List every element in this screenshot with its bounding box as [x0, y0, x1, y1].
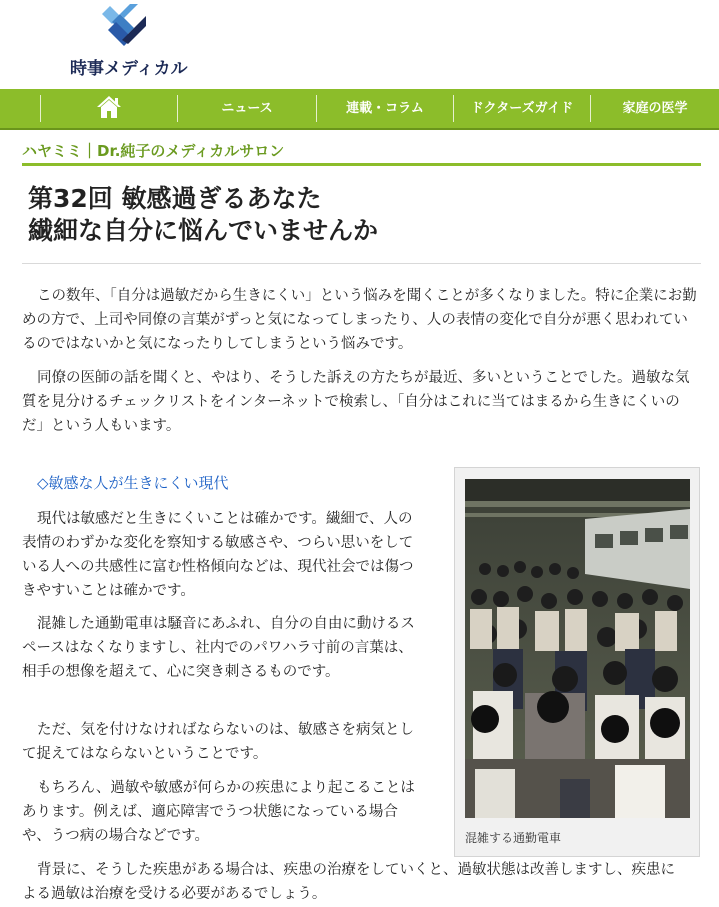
article-paragraph: ただ、気を付けなければならないのは、敏感さを病気として捉えてはならないということです。	[22, 722, 414, 762]
nav-news[interactable]: ニュース	[221, 101, 273, 116]
title-divider	[22, 263, 701, 264]
jiji-logo-icon[interactable]	[100, 4, 148, 52]
logo-text[interactable]: 時事メディカル	[70, 59, 188, 79]
title-line-1: 第32回 敏感過ぎるあなた	[28, 184, 322, 213]
article-paragraph: もちろん、過敏や敏感が何らかの疾患により起こることはあります。例えば、適応障害でうつ状態になっている場合や、うつ病の場合などです。	[22, 780, 415, 844]
home-icon	[96, 95, 122, 119]
title-line-2: 繊細な自分に悩んでいませんか	[28, 216, 379, 245]
main-nav	[0, 89, 719, 130]
article-paragraph: 背景に、そうした疾患がある場合は、疾患の治療をしていくと、過敏状態は改善しますし、疾患による過敏は治療を受ける必要があるでしょう。	[22, 862, 675, 902]
article-paragraph: 混雑した通勤電車は騒音にあふれ、自分の自由に動けるスペースはなくなりますし、社内でのパワハラ寸前の言葉は、相手の想像を超えて、心に突き刺さるものです。	[22, 616, 415, 680]
nav-doctors-guide[interactable]: ドクターズガイド	[470, 101, 574, 116]
nav-home-medicine[interactable]: 家庭の医学	[622, 101, 688, 116]
site-header	[0, 0, 719, 89]
article-paragraph: この数年、「自分は過敏だから生きにくい」という悩みを聞くことが多くなりました。特に企業にお勤めの方で、上司や同僚の言葉がずっと気になってしまったり、人の表情の変化で自分が悪く思われているのではないかと気になったりしてしまうという悩みです。	[22, 288, 697, 352]
nav-series-column[interactable]: 連載・コラム	[346, 101, 424, 116]
article-paragraph: 同僚の医師の話を聞くと、やはり、そうした訴えの方たちが最近、多いということでした。過敏な気質を見分けるチェックリストをインターネットで検索し、「自分はこれに当てはまるから生きにくいのだ」という人もいます。	[22, 370, 690, 434]
figure-caption: 混雑する通勤電車	[465, 831, 562, 845]
article-paragraph: 現代は敏感だと生きにくいことは確かです。繊細で、人の表情のわずかな変化を察知する敏感さや、つらい思いをしている人への共感性に富む性格傾向などは、現代社会では傷つきやすいことは確かです。	[22, 511, 414, 599]
article-figure	[454, 467, 700, 857]
commuter-train-photo[interactable]	[465, 479, 690, 818]
nav-home[interactable]	[41, 89, 177, 128]
series-rule	[22, 163, 701, 166]
page-title	[28, 183, 688, 247]
article-subheading: ◇敏感な人が生きにくい現代	[37, 474, 229, 492]
series-label[interactable]: ハヤミミ｜Dr.純子のメディカルサロン	[22, 142, 285, 160]
